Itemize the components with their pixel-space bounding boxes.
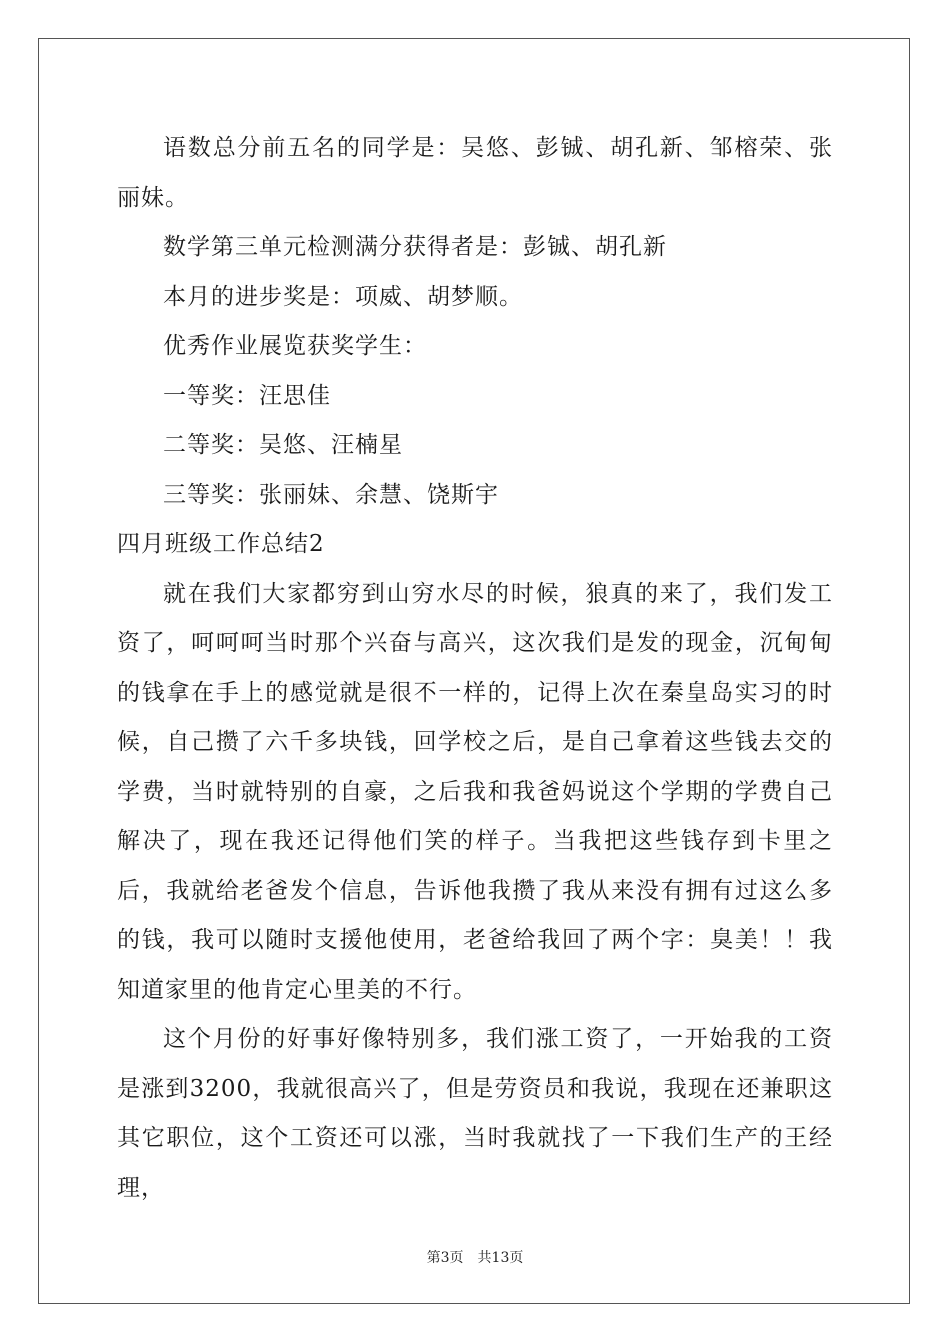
page-total: 共13页 — [477, 1250, 524, 1266]
paragraph-salary-story: 就在我们大家都穷到山穷水尽的时候，狼真的来了，我们发工资了，呵呵呵当时那个兴奋与高兴，这次我们是发的现金，沉甸甸的钱拿在手上的感觉就是很不一样的，记得上次在秦皇岛实习的时候，自己攒了六千多块钱，回学校之后，是自己拿着这些钱去交的学费，当时就特别的自豪，之后我和我爸妈说这个学期的学费自己解决了，现在我还记得他们笑的样子。当我把这些钱存到卡里之后，我就给老爸发个信息，告诉他我攒了我从来没有拥有过这么多的钱，我可以随时支援他使用，老爸给我回了两个字：臭美！！我知道家里的他肯定心里美的不行。 — [117, 580, 833, 1003]
paragraph-progress-award: 本月的进步奖是：项威、胡梦顺。 — [163, 283, 523, 310]
paragraph-first-prize: 一等奖：汪思佳 — [163, 382, 331, 409]
section-heading: 四月班级工作总结2 — [117, 531, 325, 557]
page-number: 第3页 — [426, 1250, 464, 1266]
page-footer — [0, 1247, 950, 1267]
paragraph-homework-award-heading: 优秀作业展览获奖学生： — [163, 333, 427, 359]
paragraph-third-prize: 三等奖：张丽妹、余慧、饶斯宇 — [163, 481, 499, 508]
paragraph-raise-story: 这个月份的好事好像特别多，我们涨工资了，一开始我的工资是涨到3200，我就很高兴了，但是劳资员和我说，我现在还兼职这其它职位，这个工资还可以涨，当时我就找了一下我们生产的王经理， — [117, 1026, 833, 1201]
paragraph-top-five: 语数总分前五名的同学是：吴悠、彭铖、胡孔新、邹榕荣、张丽妹。 — [117, 135, 833, 211]
document-body — [117, 124, 833, 1213]
paragraph-math-full-score: 数学第三单元检测满分获得者是：彭铖、胡孔新 — [163, 234, 667, 260]
paragraph-second-prize: 二等奖：吴悠、汪楠星 — [163, 432, 403, 458]
